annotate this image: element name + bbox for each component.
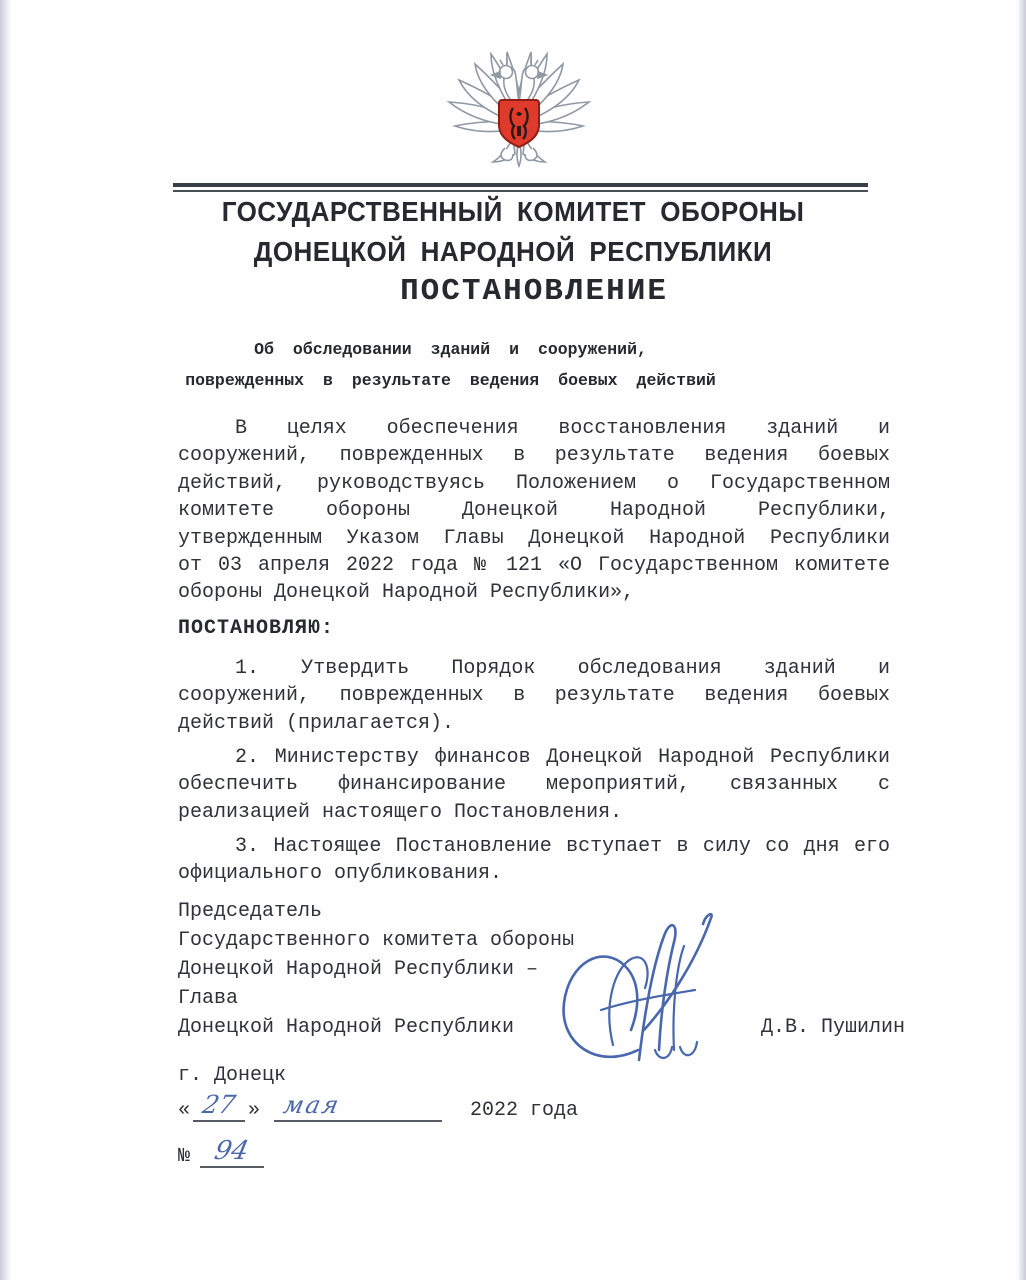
close-quote: » — [248, 1099, 261, 1122]
signature-scribble — [543, 908, 728, 1078]
month-blank — [274, 1091, 442, 1122]
signature-title-line: Председатель — [178, 900, 323, 923]
coat-of-arms-icon — [433, 42, 605, 174]
number-blank — [200, 1136, 264, 1168]
resolution-item-1 — [178, 655, 890, 737]
text-line: обороны Донецкой Народной Республики», — [178, 581, 635, 605]
handwritten-day: 27 — [200, 1090, 239, 1119]
text-line: сооружений, поврежденных в результате ведения боевых — [178, 684, 890, 708]
signature-title-line: Глава — [178, 987, 239, 1010]
signature-title-line: Государственного комитета обороны — [178, 929, 575, 952]
text-line: от 03 апреля 2022 года № 121 «О Государственном комитете — [178, 554, 890, 578]
resolve-word: ПОСТАНОВЛЯЮ: — [178, 617, 335, 640]
resolution-item-2 — [178, 744, 890, 826]
document-subject — [178, 334, 723, 396]
org-name-line2: ДОНЕЦКОЙ НАРОДНОЙ РЕСПУБЛИКИ — [253, 236, 773, 267]
handwritten-month: мая — [281, 1091, 344, 1119]
signer-name: Д.В. Пушилин — [760, 1016, 905, 1039]
text-line: 2. Министерству финансов Донецкой Народной Республики — [235, 746, 890, 769]
text-line: действий, руководствуясь Положением о Государственном — [178, 471, 890, 495]
text-line: сооружений, поврежденных в результате ведения боевых — [178, 444, 890, 468]
text-line: комитете обороны Донецкой Народной Республики, — [178, 499, 890, 523]
number-line — [178, 1136, 264, 1168]
text-line: действий (прилагается). — [178, 711, 455, 735]
text-line: В целях обеспечения восстановления зданий и — [235, 417, 890, 440]
signature-title-line: Донецкой Народной Республики — [178, 1016, 515, 1039]
open-quote: « — [178, 1099, 191, 1122]
date-line — [178, 1090, 579, 1122]
org-name-line1: ГОСУДАРСТВЕННЫЙ КОМИТЕТ ОБОРОНЫ — [221, 196, 805, 227]
day-blank — [193, 1090, 245, 1122]
text-line: реализацией настоящего Постановления. — [178, 800, 623, 824]
subject-line: поврежденных в результате ведения боевых действий — [185, 371, 716, 390]
year-text: 2022 года — [470, 1099, 579, 1122]
document-type-title: ПОСТАНОВЛЕНИЕ — [400, 274, 668, 309]
handwritten-number: 94 — [212, 1136, 252, 1166]
text-line: 1. Утвердить Порядок обследования зданий и — [235, 657, 890, 680]
org-name — [36, 192, 990, 272]
resolution-item-3 — [178, 833, 890, 888]
text-line: официального опубликования. — [178, 862, 503, 886]
scan-edge-right — [1017, 0, 1026, 1280]
preamble-paragraph — [178, 415, 890, 607]
number-sign: № — [178, 1145, 191, 1168]
text-line: утвержденным Указом Главы Донецкой Народной Республики — [178, 526, 890, 550]
signature-title-line: Донецкой Народной Республики – — [178, 958, 539, 981]
text-line: обеспечить финансирование мероприятий, связанных с — [178, 773, 890, 797]
place-line: г. Донецк — [178, 1064, 287, 1087]
scan-edge-left — [0, 0, 12, 1280]
subject-line: Об обследовании зданий и сооружений, — [254, 340, 647, 359]
signature-block — [178, 897, 905, 1042]
text-line: 3. Настоящее Постановление вступает в силу со дня его — [235, 835, 890, 858]
